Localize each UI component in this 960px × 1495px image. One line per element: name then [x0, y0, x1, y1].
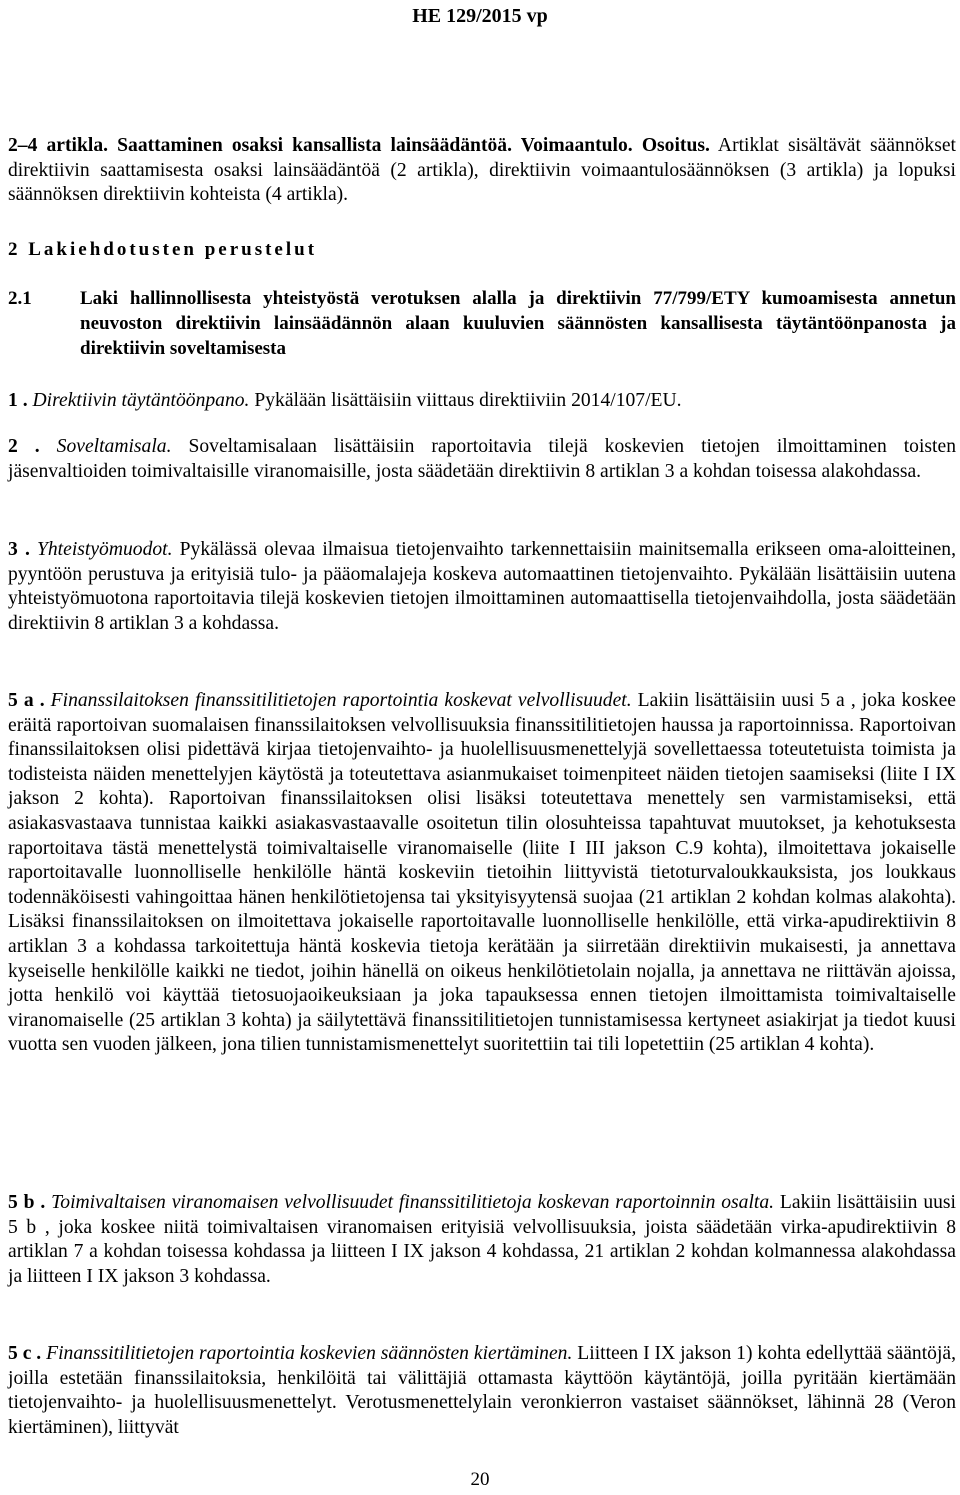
section-title: Finanssilaitoksen finanssitilitietojen raportointia koskevat velvollisuudet. — [50, 690, 632, 711]
section-number: 2 . — [8, 436, 40, 457]
section-number: 5 c . — [8, 1343, 42, 1364]
section-5a-paragraph — [8, 689, 956, 1058]
section-title: Direktiivin täytäntöönpano. — [32, 390, 250, 411]
paragraph-bold-lead: 2–4 artikla. Saattaminen osaksi kansallista lainsäädäntöä. Voimaantulo. Osoitus. — [8, 135, 710, 156]
section-heading: 2 Lakiehdotusten perustelut — [8, 239, 318, 260]
document-header: HE 129/2015 vp — [412, 5, 548, 27]
section-title: Yhteistyömuodot. — [36, 539, 173, 560]
section-title: Finanssitilitietojen raportointia koskevien säännösten kiertäminen. — [46, 1343, 573, 1364]
section-body: Lakiin lisättäisiin uusi 5 a , joka koskee eräitä raportoivan suomalaisen finanssilaitoksen velvollisuuksia finanssitilitietojen haussa ja raportoinnissa. Raportoivan finanssilaitoksen olisi pidettävä kirjaa tietojenvaihto- ja huolellisuusmenettelyjä sovellettaessa toteutetuista toimista ja todisteista näiden menettelyjen käytöstä ja toteutettava asianmukaiset toimenpiteet näiden tietojen saamiseksi (liite I IX jakson 2 kohta). Raportoivan finanssilaitoksen olisi lisäksi toteutettava menettely sen varmistamiseksi, että asiakasvastaava tunnistaa kaikki asiakasvastaavalle osoitetun tilin olosuhteissa tapahtuvat muutokset, ja kehotuksesta raportoitava tästä menettelystä toimivaltaiselle viranomaiselle (liite I III jakson C.9 kohta), ilmoitettava jokaiselle raportoitavalle luonnolliselle henkilölle häntä koskeviin tietoihin liittyvistä tietoturvaloukkauksista, jos loukkaus todennäköisesti vahingoittaa hänen henkilötietojensa tai yksityisyytensä suojaa (21 artiklan 2 kohdan kolmas alakohta). Lisäksi finanssilaitoksen on ilmoitettava jokaiselle raportoitavalle luonnolliselle henkilölle, että virka-apudirektiivin 8 artiklan 3 a kohdassa tarkoitettuja häntä koskevia tietoja kerätään ja siirretään direktiivin mukaisesti, ja annettava kyseiselle henkilölle kaikki ne tiedot, joihin hänellä on oikeus henkilötietolain nojalla, ja annettava ne riittävän ajoissa, jotta henkilö voi käyttää tietosuojaoikeuksiaan ja joka tapauksessa ennen tietojen ilmoittamista toimivaltaiselle viranomaiselle (25 artiklan 3 kohta) ja säilytettävä finanssitilitietojen tunnistamisessa kertyneet asiakirjat ja tiedot kuusi vuotta sen vuoden jälkeen, jona tilien tunnistamismenettelyt suoritettiin tai tili lopetettiin (25 artiklan 4 kohta). — [8, 690, 956, 1056]
section-number: 3 . — [8, 539, 30, 560]
section-5c-paragraph — [8, 1342, 956, 1440]
section-3-paragraph — [8, 538, 956, 636]
subsection-number: 2.1 — [8, 288, 32, 309]
subsection-title: Laki hallinnollisesta yhteistyöstä verotuksen alalla ja direktiivin 77/799/ETY kumoamisesta annetun neuvoston direktiivin lainsäädännön alaan kuuluvien säännösten kansallisesta täytäntöönpanosta ja direktiivin soveltamisesta — [80, 288, 956, 359]
section-number: 5 b . — [8, 1192, 46, 1213]
section-body: Pykälässä olevaa ilmaisua tietojenvaihto tarkennettaisiin mainitsemalla erikseen oma-aloitteinen, pyyntöön perustuva ja erityisiä tulo- ja pääomalajeja koskeva automaattinen tietojenvaihto. Pykälään lisättäisiin uutena yhteistyömuotona raportoitavia tilejä koskevien tietojen ilmoittaminen automaattisella tietojenvaihdolla, josta säädetään direktiivin 8 artiklan 3 a kohdassa. — [8, 539, 956, 634]
section-body: Liitteen I IX jakson 1) kohta edellyttää sääntöjä, joilla estetään finanssilaitoksia, henkilöitä tai välittäjiä ottamasta käyttöön käytäntöjä, joilla pyritään kiertämään tietojenvaihto- ja huolellisuusmenettelyt. Verotusmenettelylain veronkierron vastaiset säännökset, lähinnä 28 (Veron kiertäminen), liittyvät — [8, 1343, 956, 1438]
section-body: Soveltamisalaan lisättäisiin raportoitavia tilejä koskevien tietojen ilmoittaminen toisten jäsenvaltioiden toimivaltaisille viranomaisille, josta säädetään direktiivin 8 artiklan 3 a kohdan toisessa alakohdassa. — [8, 436, 956, 482]
page-number: 20 — [470, 1469, 490, 1490]
section-body: Lakiin lisättäisiin uusi 5 b , joka koskee niitä toimivaltaisen viranomaisen erityisiä velvollisuuksia, joista säädetään virka-apudirektiivin 8 artiklan 7 a kohdan toisessa kohdassa ja liitteen I IX jakson 4 kohdassa, 21 artiklan 2 kohdan kolmannessa alakohdassa ja liitteen I IX jakson 3 kohdassa. — [8, 1192, 956, 1287]
section-number: 1 . — [8, 390, 28, 411]
section-title: Toimivaltaisen viranomaisen velvollisuudet finanssitilitietoja koskevan raportoinnin osalta. — [51, 1192, 775, 1213]
subsection-heading — [8, 286, 956, 361]
section-2-paragraph — [8, 435, 956, 484]
section-1-paragraph — [8, 389, 956, 414]
section-5b-paragraph — [8, 1191, 956, 1289]
section-number: 5 a . — [8, 690, 45, 711]
paragraph-articles-2-4 — [8, 134, 956, 208]
paragraph-body: Artiklat sisältävät säännökset direktiivin saattamisesta osaksi lainsäädäntöä (2 artikla), direktiivin voimaantulosäännöksen (3 artikla) ja lopuksi säännöksen direktiivin kohteista (4 artikla). — [8, 135, 956, 206]
section-title: Soveltamisala. — [56, 436, 172, 457]
section-body: Pykälään lisättäisiin viittaus direktiiviin 2014/107/EU. — [249, 390, 682, 411]
